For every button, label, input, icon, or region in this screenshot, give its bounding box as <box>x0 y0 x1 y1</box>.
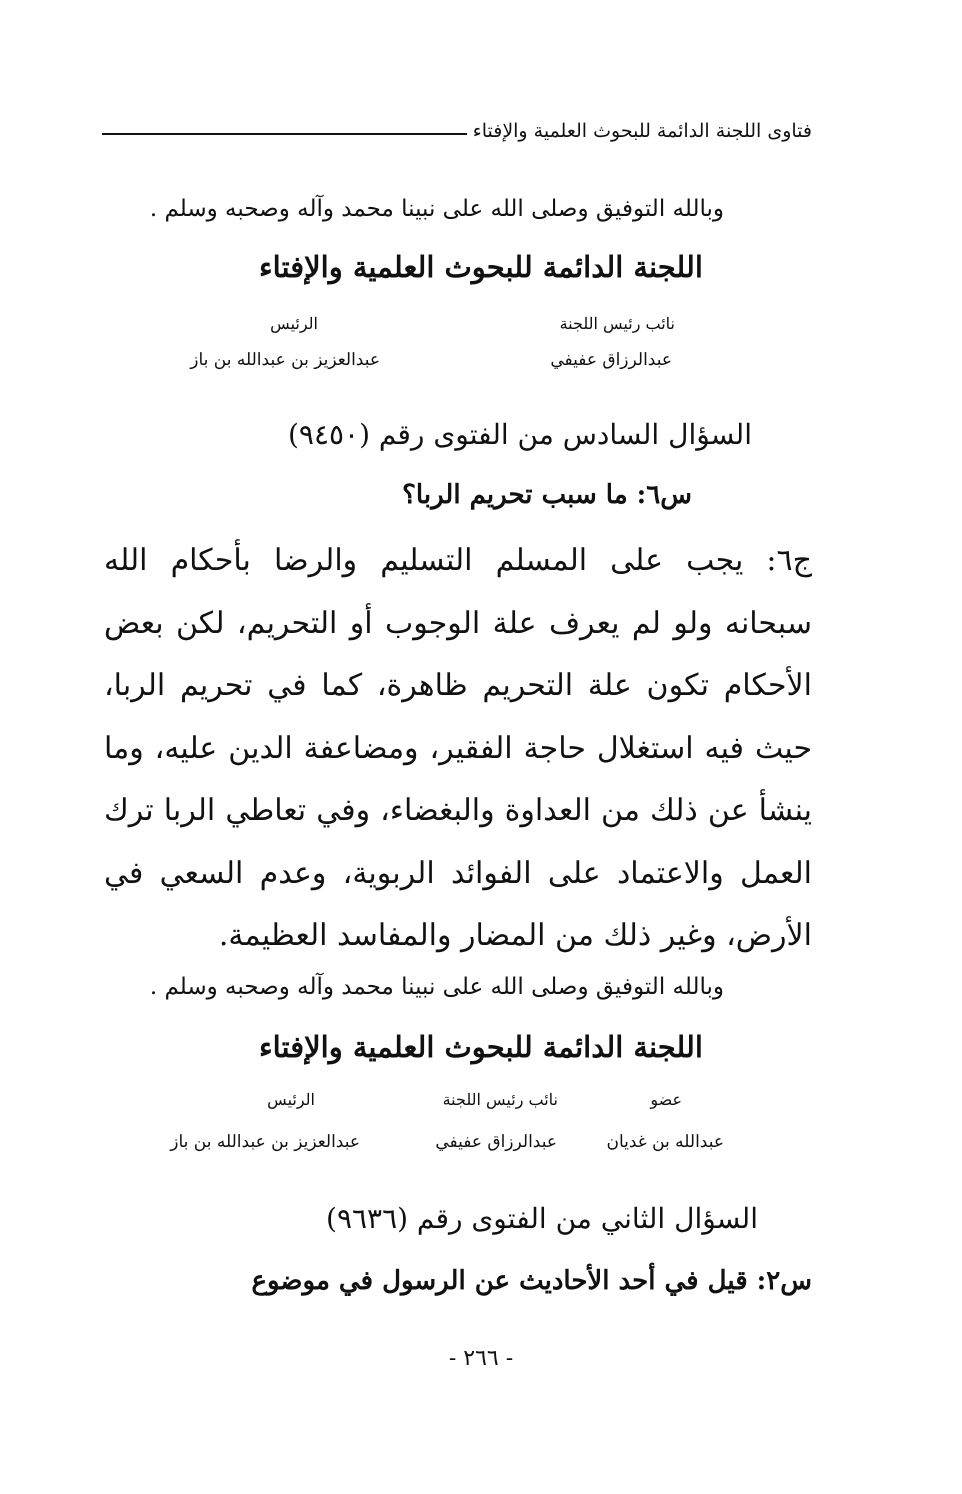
signatory-name: عبدالعزيز بن عبدالله بن باز <box>190 350 380 370</box>
header-rule <box>102 133 467 135</box>
answer: ج٦: يجب على المسلم التسليم والرضا بأحكام الله سبحانه ولو لم يعرف علة الوجوب أو التحريم، لكن بعض الأحكام تكون علة التحريم ظاهرة، كما في تحريم الربا، حيث فيه استغلال حاجة الفقير، ومضاعفة الدين عليه، وما ينشأ عن ذلك من العداوة والبغضاء، وفي تعاطي الربا ترك العمل والاعتماد على الفوائد الربوية، وعدم السعي في الأرض، وغير ذلك من المضار والمفاسد العظيمة. <box>104 543 812 953</box>
signatory-role: الرئيس <box>270 314 318 333</box>
signatory-name: عبدالله بن غديان <box>606 1132 724 1152</box>
running-title: فتاوى اللجنة الدائمة للبحوث العلمية والإفتاء <box>472 120 812 142</box>
question: س٦: ما سبب تحريم الربا؟ <box>402 480 692 510</box>
question: س٢: قيل في أحد الأحاديث عن الرسول في موضوع <box>251 1266 812 1296</box>
signatory-name: عبدالرزاق عفيفي <box>550 350 672 370</box>
committee-name: اللجنة الدائمة للبحوث العلمية والإفتاء <box>259 1030 703 1064</box>
running-header <box>102 120 812 142</box>
fatwa-reference: السؤال الثاني من الفتوى رقم (٩٦٣٦) <box>326 1202 758 1235</box>
closing-formula: وبالله التوفيق وصلى الله على نبينا محمد وآله وصحبه وسلم . <box>149 196 724 222</box>
signatory-role: الرئيس <box>267 1090 315 1109</box>
signatory-role: نائب رئيس اللجنة <box>442 1090 558 1109</box>
committee-name: اللجنة الدائمة للبحوث العلمية والإفتاء <box>259 250 703 284</box>
signatory-name: عبدالرزاق عفيفي <box>435 1132 557 1152</box>
fatwa-reference: السؤال السادس من الفتوى رقم (٩٤٥٠) <box>287 418 752 451</box>
page-number: - ٢٦٦ - <box>448 1346 514 1371</box>
signatory-name: عبدالعزيز بن عبدالله بن باز <box>170 1132 360 1152</box>
signatory-role: عضو <box>650 1090 682 1109</box>
closing-formula: وبالله التوفيق وصلى الله على نبينا محمد وآله وصحبه وسلم . <box>149 974 724 1000</box>
signatory-role: نائب رئيس اللجنة <box>559 314 675 333</box>
